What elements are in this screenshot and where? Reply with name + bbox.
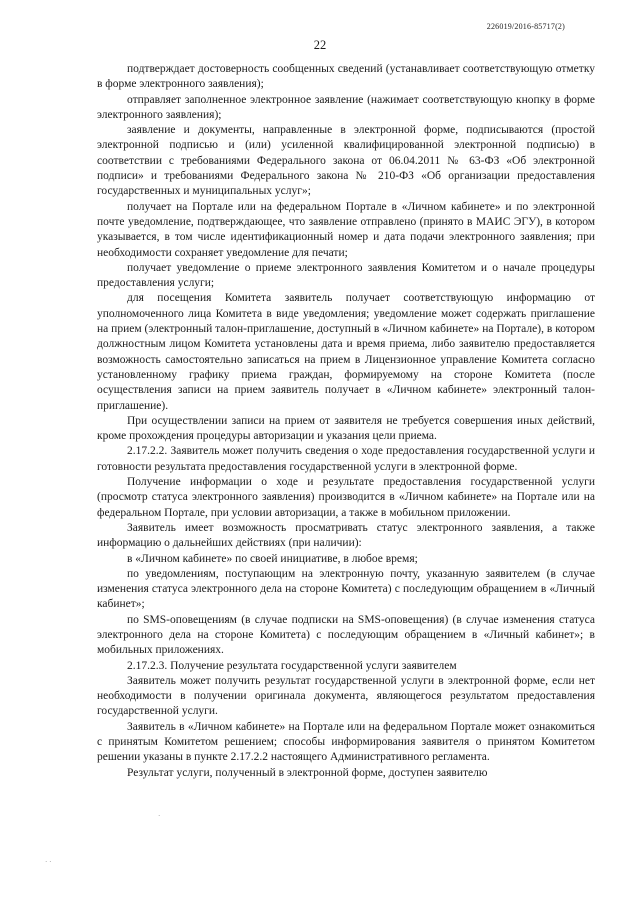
scan-mark: · · [45,858,52,866]
paragraph: получает уведомление о приеме электронного заявления Комитетом и о начале процедуры предоставления услуги; [97,261,595,290]
list-item: в «Личном кабинете» по своей инициативе, в любое время; [127,552,418,565]
paragraph: Результат услуги, полученный в электронной форме, доступен заявителю [127,766,488,779]
section-paragraph: 2.17.2.2. Заявитель может получить сведения о ходе предоставления государственной услуги и готовности результата предоставления государственной услуги в электронной форме. [97,445,595,473]
page-number: 22 [313,38,327,52]
paragraph: Заявитель в «Личном кабинете» на Портале или на федеральном Портале может ознакомиться с принятым Комитетом решением; способы информирования заявителя о принятом Комитетом решении указаны в пункте 2.17.2.2 настоящего Административного регламента. [97,720,595,764]
paragraph: отправляет заполненное электронное заявление (нажимает соответствующую кнопку в форме электронного заявления); [97,93,595,121]
document-id: 226019/2016-85717(2) [486,22,565,31]
list-item: по уведомлениям, поступающим на электронную почту, указанную заявителем (в случае изменения статуса электронного дела на стороне Комитета) с последующим обращением в «Личный кабинет»; [97,567,595,611]
paragraph: получает на Портале или на федеральном Портале в «Личном кабинете» и по электронной почте уведомление, подтверждающее, что заявление отправлено (принято в МАИС ЭГУ), в котором указывается, в том числе идентификационный номер и дата подачи электронного заявления; при необходимости сохраняет уведомление для печати; [97,200,595,259]
scan-mark: · [158,812,161,820]
list-item: по SMS-оповещениям (в случае подписки на SMS-оповещения) (в случае изменения статуса электронного дела на стороне Комитета) с последующим обращением в «Личный кабинет»; в мобильных приложениях. [97,613,595,657]
paragraph: Заявитель имеет возможность просматривать статус электронного заявления, а также информацию о дальнейших действиях (при наличии): [97,521,595,550]
paragraph: для посещения Комитета заявитель получает соответствующую информацию от уполномоченного лица Комитета в виде уведомления; уведомление может содержать приглашение на прием (электронный талон-приглашение, доступный в «Личном кабинете» на Портале), в котором должностным лицом Комитета установлены дата и время приема, либо заявителю предоставляется возможность самостоятельно записаться на прием в Лицензионное управление Комитета согласно установленному графику приема граждан, формируемому на стороне Комитета (после осуществления записи на прием заявитель получает в «Личном кабинете» электронный талон-приглашение). [97,292,595,412]
paragraph: подтверждает достоверность сообщенных сведений (устанавливает соответствующую отметку в форме электронного заявления); [97,63,595,91]
paragraph: заявление и документы, направленные в электронной форме, подписываются (простой электронной подписью и (или) усиленной квалифицированной электронной подписью) в соответствии с требованиями Федерального закона от 06.04.2011 № 63-ФЗ «Об электронной подписи» и требованиями Федерального закона № 210-ФЗ «Об организации предоставления государственных и муниципальных услуг»; [97,124,595,198]
paragraph: Заявитель может получить результат государственной услуги в электронной форме, если нет необходимости в получении оригинала документа, являющегося результатом предоставления государственной услуги. [97,674,595,718]
document-body [97,62,595,781]
paragraph: При осуществлении записи на прием от заявителя не требуется совершения иных действий, кроме прохождения процедуры авторизации и указания цели приема. [97,414,595,443]
section-heading: 2.17.2.3. Получение результата государственной услуги заявителем [127,659,457,672]
paragraph: Получение информации о ходе и результате предоставления государственной услуги (просмотр статуса электронного заявления) производится в «Личном кабинете» на Портале или на федеральном Портале, при условии авторизации, а также в мобильном приложении. [97,476,595,519]
